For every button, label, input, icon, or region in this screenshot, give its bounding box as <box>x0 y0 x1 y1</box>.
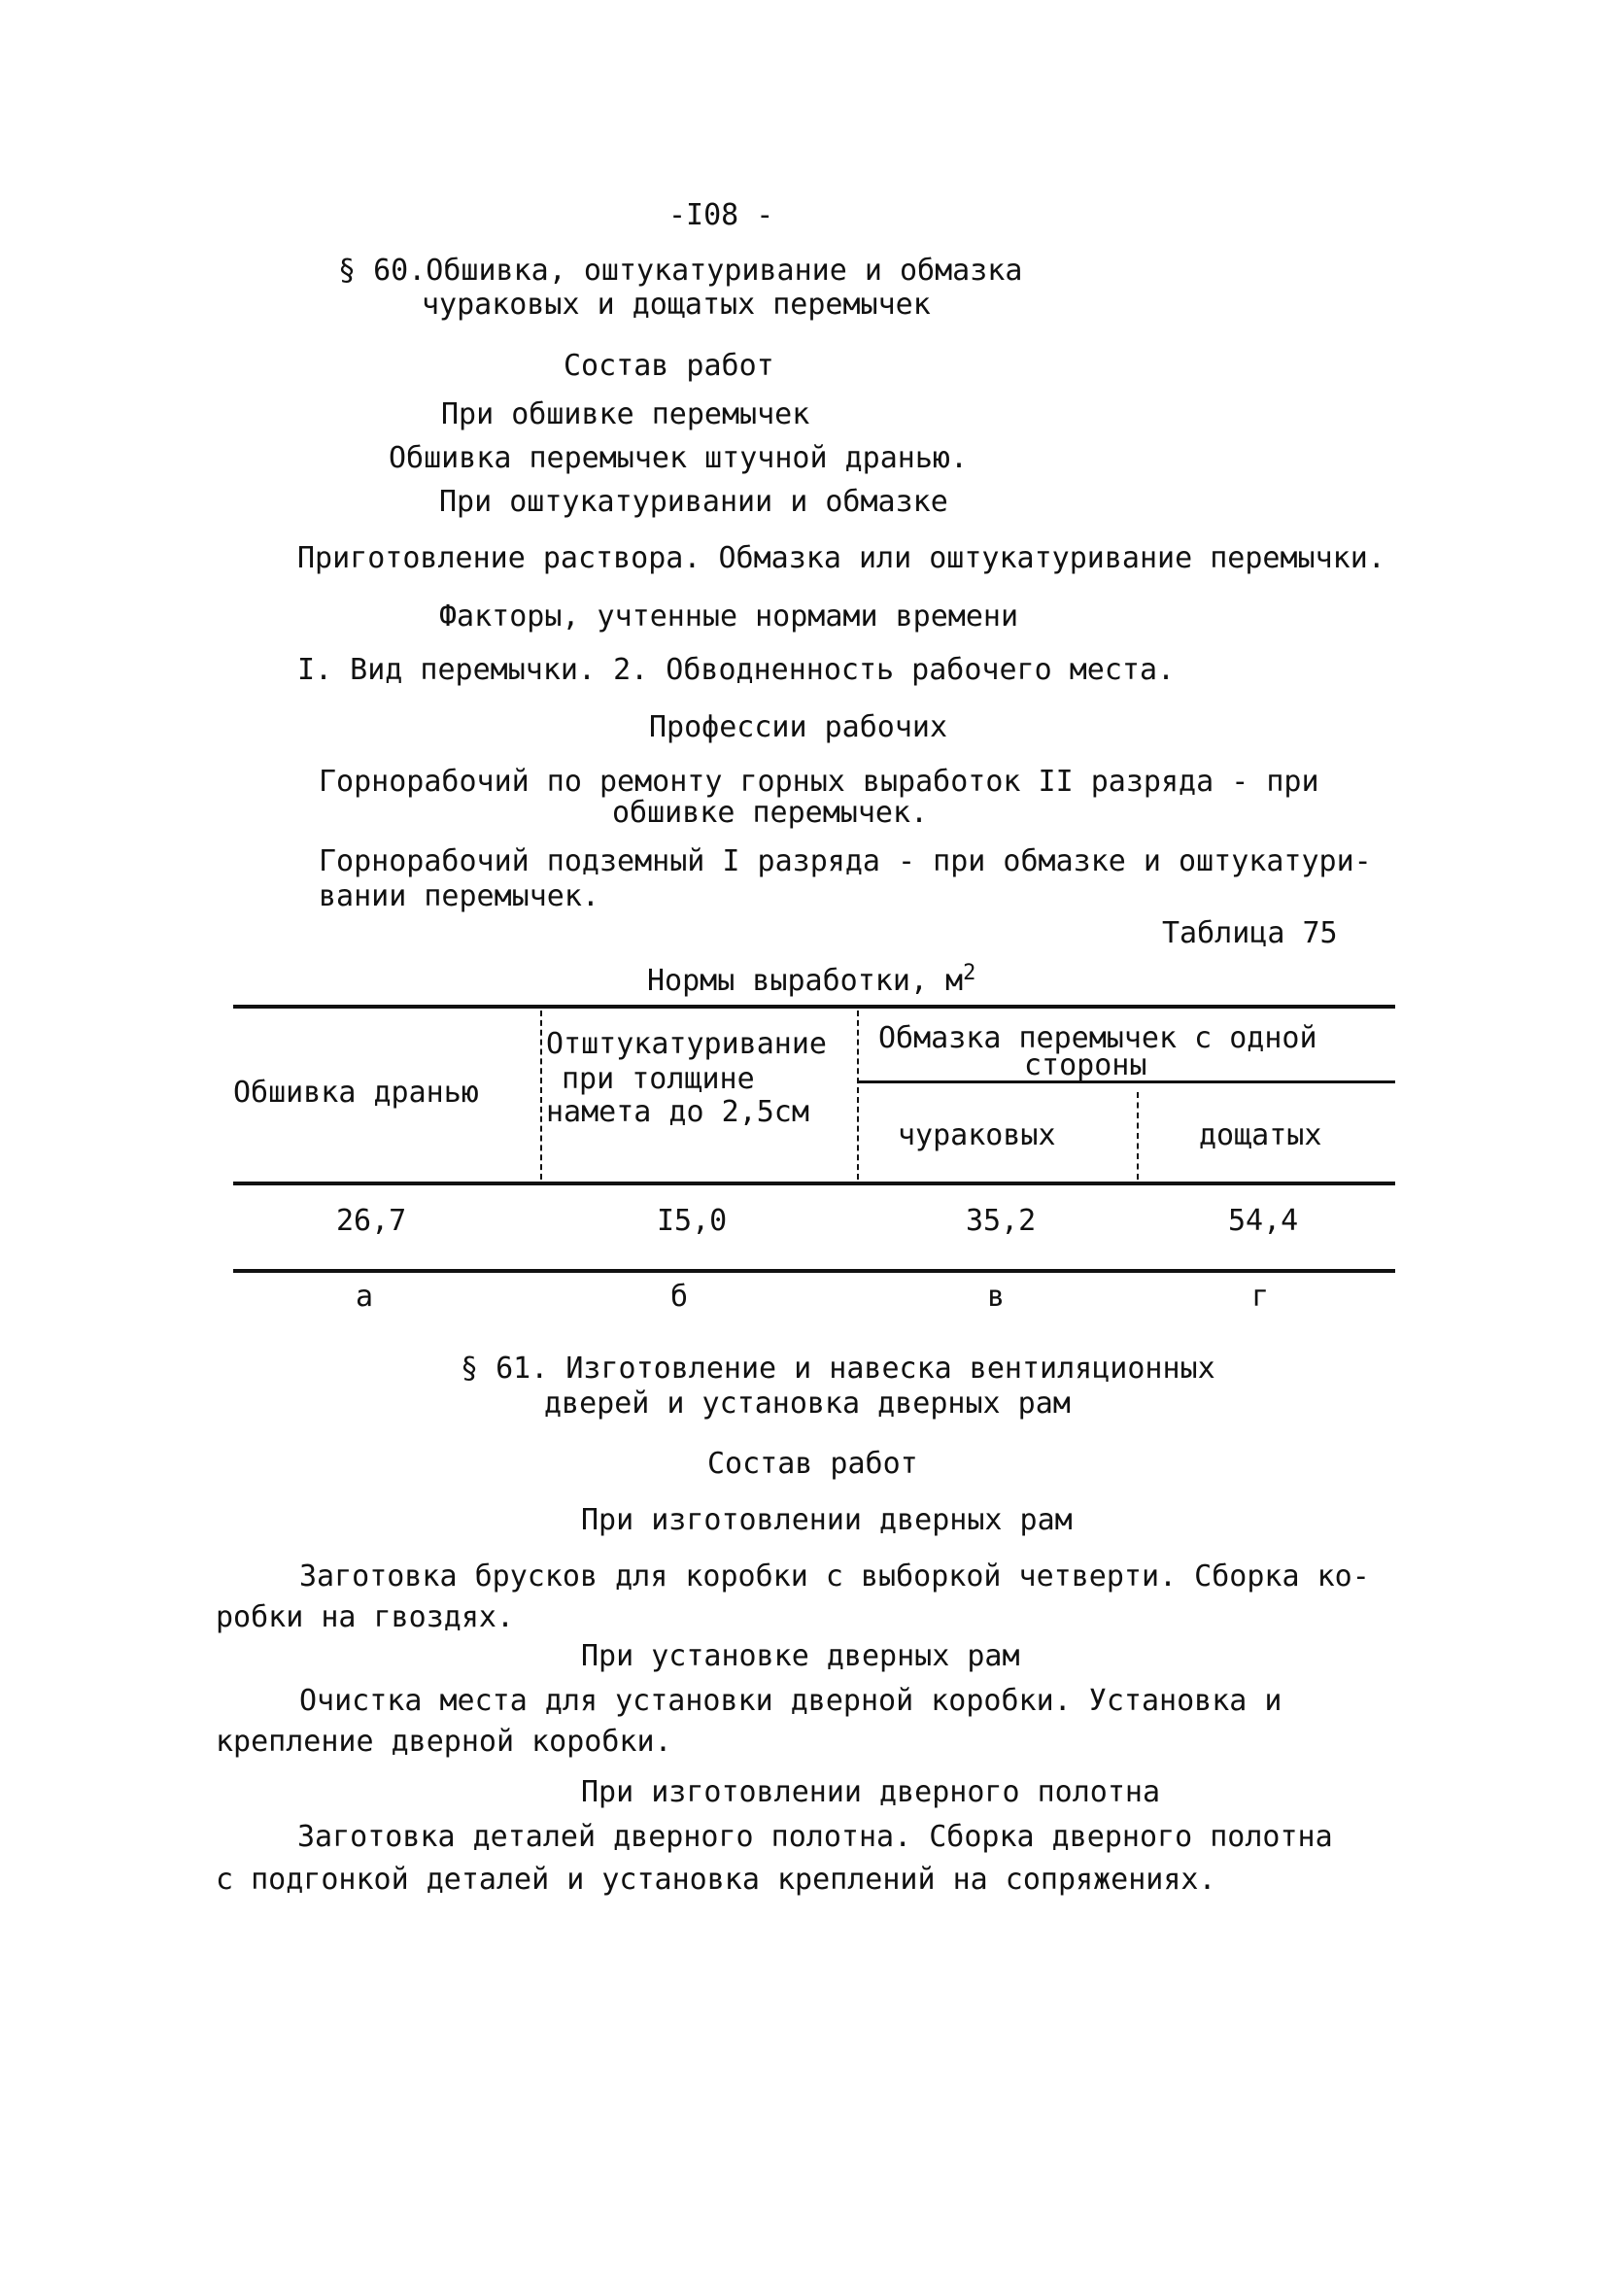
table-letter-d: г <box>1251 1280 1270 1314</box>
page-number: -I08 - <box>668 198 774 232</box>
section-60-composition-title: Состав работ <box>564 349 774 383</box>
section-61-sub1-line2: робки на гвоздях. <box>216 1600 515 1634</box>
section-61-sub3-title: При изготовлении дверного полотна <box>581 1775 1161 1809</box>
section-61-composition-title: Состав работ <box>707 1447 918 1481</box>
table-header-col3b: дощатых <box>1199 1118 1322 1152</box>
table-value-d: 54,4 <box>1228 1204 1299 1238</box>
table-label: Таблица 75 <box>1162 916 1338 950</box>
table-header-col2-line2: при толщине <box>562 1062 755 1096</box>
factors-title: Факторы, учтенные нормами времени <box>439 600 1019 634</box>
table-header-col2-line1: Отштукатуривание <box>546 1027 827 1061</box>
table-letter-b: б <box>670 1280 689 1314</box>
table-title-superscript: 2 <box>963 961 976 985</box>
table-top-rule <box>233 1005 1395 1009</box>
table-header-col3-line1: Обмазка перемычек с одной <box>878 1021 1317 1055</box>
table-header-bottom-rule <box>233 1182 1395 1185</box>
section-61-sub3-line1: Заготовка деталей дверного полотна. Сборка дверного полотна <box>297 1820 1333 1854</box>
table-title <box>647 962 975 998</box>
table-title-text: Нормы выработки, м <box>647 964 964 998</box>
table-value-a: 26,7 <box>336 1204 407 1238</box>
profession2-line1: Горнорабочий подземный I разряда - при обмазке и оштукатури- <box>319 844 1372 878</box>
profession2-line2: вании перемычек. <box>319 879 599 913</box>
table-vline-3 <box>1137 1092 1139 1180</box>
table-header-col2-line3: намета до 2,5см <box>546 1095 809 1129</box>
profession1-line1: Горнорабочий по ремонту горных выработок II разряда - при <box>319 765 1319 799</box>
profession1-line2: обшивке перемычек. <box>612 796 929 830</box>
section-60-sub1-title: При обшивке перемычек <box>441 397 810 431</box>
professions-title: Профессии рабочих <box>649 710 948 744</box>
section-60-heading-line1: § 60.Обшивка, оштукатуривание и обмазка <box>338 254 1023 288</box>
section-61-sub3-line2: с подгонкой деталей и установка креплений на сопряжениях. <box>216 1863 1216 1897</box>
table-letter-c: в <box>987 1280 1006 1314</box>
section-61-sub2-line1: Очистка места для установки дверной коробки. Установка и <box>299 1684 1282 1718</box>
table-header-col3a: чураковых <box>898 1118 1056 1152</box>
section-61-sub2-title: При установке дверных рам <box>581 1639 1020 1673</box>
section-61-heading-line1: § 61. Изготовление и навеска вентиляционных <box>461 1352 1215 1386</box>
section-61-sub1-line1: Заготовка брусков для коробки с выборкой четверти. Сборка ко- <box>299 1559 1370 1593</box>
table-header-col3-line2: стороны <box>1024 1048 1147 1082</box>
section-60-sub1-text: Обшивка перемычек штучной дранью. <box>389 441 969 475</box>
section-60-sub2-title: При оштукатуривании и обмазке <box>439 485 948 519</box>
section-60-heading-line2: чураковых и дощатых перемычек <box>422 288 931 322</box>
table-value-b: I5,0 <box>657 1204 728 1238</box>
section-61-sub1-title: При изготовлении дверных рам <box>581 1503 1073 1537</box>
factors-text: I. Вид перемычки. 2. Обводненность рабочего места. <box>297 653 1176 687</box>
table-letter-a: а <box>356 1280 374 1314</box>
table-value-c: 35,2 <box>966 1204 1037 1238</box>
table-vline-1 <box>540 1011 542 1180</box>
table-vline-2 <box>857 1011 859 1180</box>
table-bottom-rule <box>233 1269 1395 1273</box>
section-61-sub2-line2: крепление дверной коробки. <box>216 1725 672 1759</box>
section-60-sub2-text: Приготовление раствора. Обмазка или оштукатуривание перемычки. <box>297 541 1385 575</box>
section-61-heading-line2: дверей и установка дверных рам <box>544 1387 1071 1421</box>
table-header-col1: Обшивка дранью <box>233 1076 479 1110</box>
